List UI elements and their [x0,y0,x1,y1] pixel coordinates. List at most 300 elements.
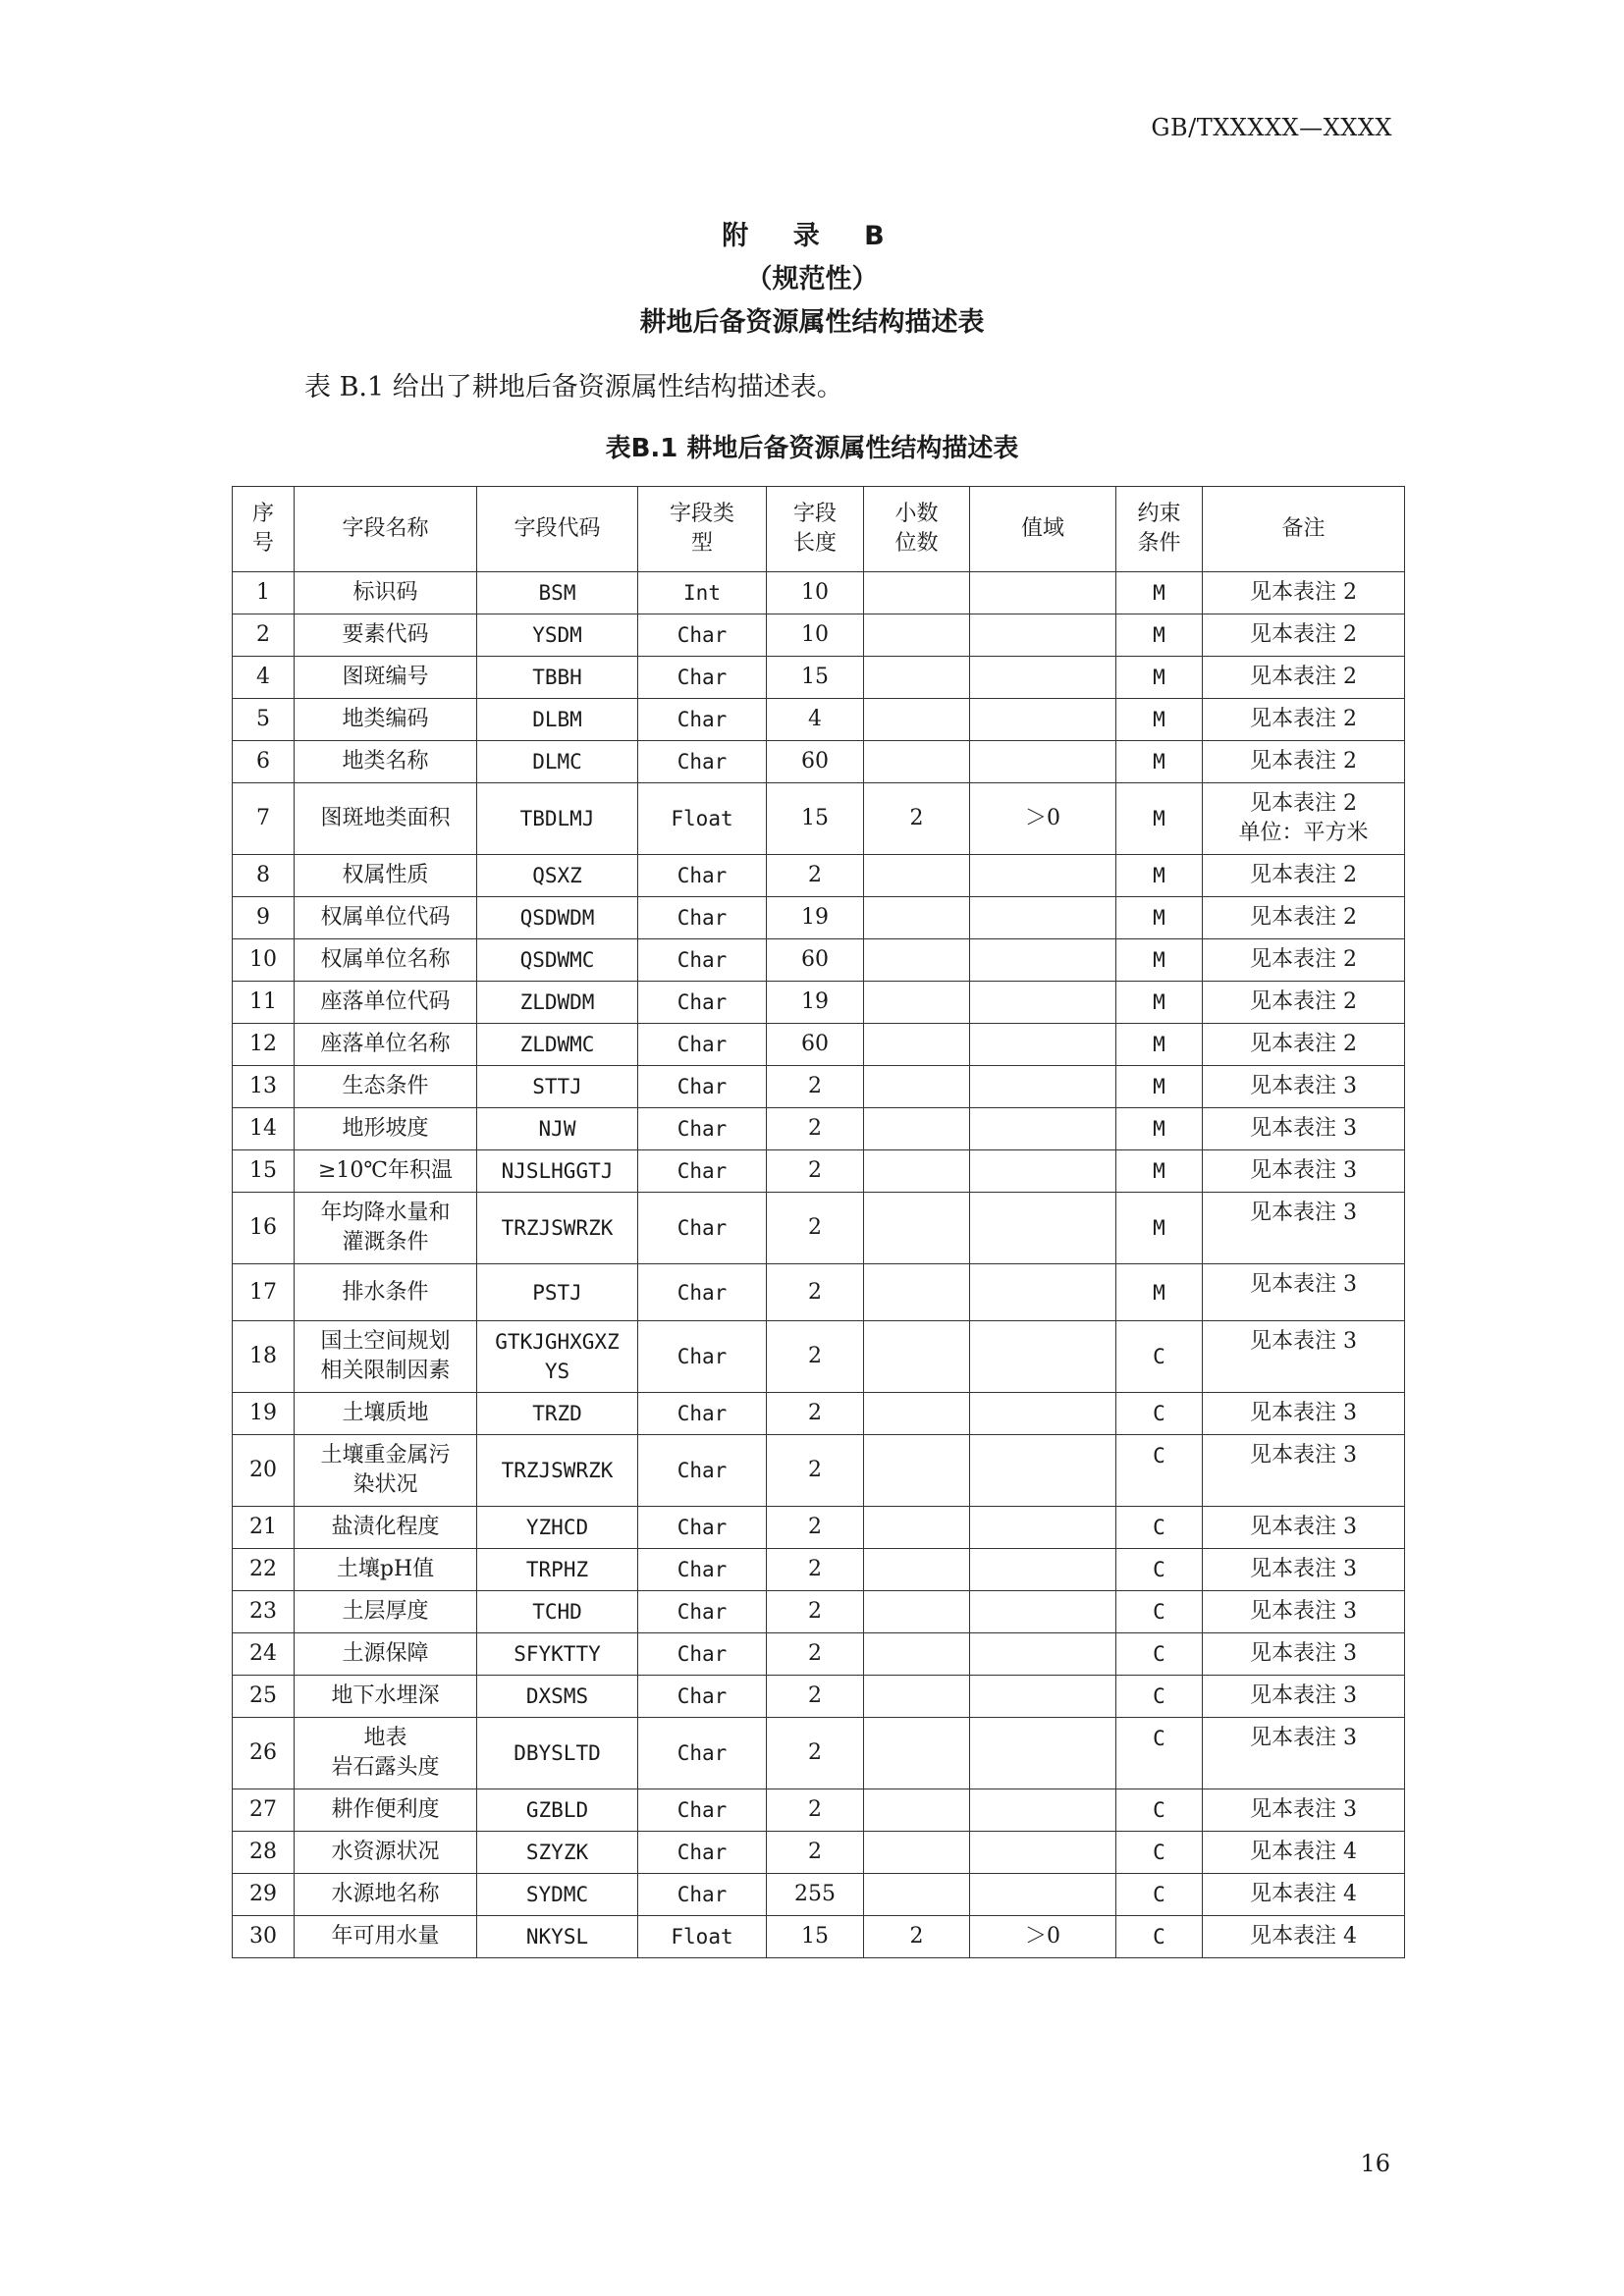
cell-seq: 18 [233,1321,295,1393]
cell-field-length: 2 [767,1150,864,1193]
cell-field-code: DBYSLTD [477,1718,638,1789]
cell-field-code: SFYKTTY [477,1633,638,1676]
cell-seq: 5 [233,699,295,741]
cell-constraint: C [1116,1718,1203,1789]
cell-field-type: Char [638,741,767,783]
table-row [233,1676,1405,1718]
cell-remark: 见本表注 2 [1203,897,1405,939]
cell-remark: 见本表注 3 [1203,1507,1405,1549]
cell-field-name: 年可用水量 [295,1916,477,1958]
header-field-name: 字段名称 [295,487,477,572]
table-row [233,1321,1405,1393]
cell-constraint: M [1116,939,1203,982]
cell-field-length: 255 [767,1874,864,1916]
cell-field-type: Float [638,1916,767,1958]
cell-value-domain [970,657,1116,699]
appendix-title: 附 录 B [722,221,902,251]
cell-field-length: 2 [767,1108,864,1150]
cell-field-code: NJSLHGGTJ [477,1150,638,1193]
cell-seq: 21 [233,1507,295,1549]
cell-decimal-places [864,982,970,1024]
cell-constraint: M [1116,741,1203,783]
cell-field-type: Char [638,1264,767,1321]
cell-field-type: Char [638,614,767,657]
cell-field-type: Char [638,1024,767,1066]
cell-field-name: 权属单位名称 [295,939,477,982]
cell-field-name: 土源保障 [295,1633,477,1676]
cell-constraint: M [1116,1264,1203,1321]
cell-remark: 见本表注 3 [1203,1591,1405,1633]
cell-field-length: 2 [767,1264,864,1321]
cell-field-length: 2 [767,1193,864,1264]
cell-constraint: M [1116,855,1203,897]
table-row [233,1916,1405,1958]
cell-seq: 17 [233,1264,295,1321]
cell-constraint: M [1116,1024,1203,1066]
cell-decimal-places [864,699,970,741]
cell-decimal-places [864,657,970,699]
table-row [233,939,1405,982]
header-seq: 序 号 [233,487,295,572]
table-row [233,855,1405,897]
header-remark: 备注 [1203,487,1405,572]
cell-seq: 24 [233,1633,295,1676]
table-row [233,783,1405,855]
header-field-length: 字段 长度 [767,487,864,572]
cell-constraint: M [1116,1066,1203,1108]
cell-decimal-places [864,939,970,982]
cell-field-name: 国土空间规划 相关限制因素 [295,1321,477,1393]
table-row [233,1789,1405,1832]
cell-decimal-places [864,1066,970,1108]
cell-value-domain: ＞0 [970,1916,1116,1958]
cell-value-domain [970,1832,1116,1874]
cell-seq: 19 [233,1393,295,1435]
cell-field-name: 土壤重金属污 染状况 [295,1435,477,1507]
cell-value-domain [970,572,1116,614]
cell-value-domain [970,1193,1116,1264]
cell-field-code: BSM [477,572,638,614]
cell-seq: 28 [233,1832,295,1874]
cell-value-domain [970,1507,1116,1549]
cell-decimal-places [864,1024,970,1066]
cell-field-code: TBDLMJ [477,783,638,855]
cell-constraint: M [1116,614,1203,657]
cell-value-domain [970,1633,1116,1676]
cell-field-code: GZBLD [477,1789,638,1832]
cell-field-length: 2 [767,1393,864,1435]
cell-field-length: 2 [767,1321,864,1393]
cell-remark: 见本表注 2 单位：平方米 [1203,783,1405,855]
table-row [233,1264,1405,1321]
cell-field-name: 排水条件 [295,1264,477,1321]
cell-value-domain [970,1264,1116,1321]
cell-field-code: NKYSL [477,1916,638,1958]
cell-field-type: Char [638,1193,767,1264]
cell-field-type: Char [638,1676,767,1718]
cell-field-length: 10 [767,572,864,614]
cell-field-type: Char [638,1633,767,1676]
cell-remark: 见本表注 2 [1203,614,1405,657]
cell-seq: 12 [233,1024,295,1066]
cell-seq: 26 [233,1718,295,1789]
cell-value-domain [970,741,1116,783]
cell-value-domain [970,982,1116,1024]
cell-field-code: STTJ [477,1066,638,1108]
cell-decimal-places [864,1507,970,1549]
table-row [233,1393,1405,1435]
cell-decimal-places [864,1108,970,1150]
cell-constraint: M [1116,897,1203,939]
cell-constraint: C [1116,1435,1203,1507]
cell-field-type: Char [638,1108,767,1150]
cell-field-type: Char [638,1066,767,1108]
cell-remark: 见本表注 3 [1203,1150,1405,1193]
cell-decimal-places [864,1718,970,1789]
cell-decimal-places [864,741,970,783]
cell-field-name: 水资源状况 [295,1832,477,1874]
cell-constraint: M [1116,572,1203,614]
cell-field-name: 土壤pH值 [295,1549,477,1591]
cell-constraint: C [1116,1874,1203,1916]
cell-field-code: QSDWMC [477,939,638,982]
cell-field-code: DXSMS [477,1676,638,1718]
cell-remark: 见本表注 3 [1203,1676,1405,1718]
cell-decimal-places [864,1435,970,1507]
cell-constraint: M [1116,982,1203,1024]
cell-decimal-places [864,1393,970,1435]
cell-remark: 见本表注 3 [1203,1718,1405,1789]
cell-field-name: 标识码 [295,572,477,614]
cell-field-code: ZLDWMC [477,1024,638,1066]
cell-field-length: 2 [767,1832,864,1874]
cell-field-code: PSTJ [477,1264,638,1321]
cell-field-code: YSDM [477,614,638,657]
header-field-code: 字段代码 [477,487,638,572]
table-caption: 表B.1 耕地后备资源属性结构描述表 [605,434,1019,463]
cell-remark: 见本表注 3 [1203,1108,1405,1150]
table-row [233,1150,1405,1193]
cell-constraint: C [1116,1916,1203,1958]
table-row [233,1874,1405,1916]
cell-remark: 见本表注 4 [1203,1832,1405,1874]
cell-seq: 25 [233,1676,295,1718]
cell-decimal-places [864,897,970,939]
table-header-row [233,487,1405,572]
cell-seq: 4 [233,657,295,699]
cell-value-domain [970,1591,1116,1633]
cell-remark: 见本表注 3 [1203,1633,1405,1676]
header-decimal-places: 小数 位数 [864,487,970,572]
cell-field-type: Float [638,783,767,855]
cell-field-type: Char [638,1150,767,1193]
cell-seq: 6 [233,741,295,783]
table-row [233,1024,1405,1066]
cell-field-code: NJW [477,1108,638,1150]
cell-constraint: C [1116,1393,1203,1435]
cell-field-name: 耕作便利度 [295,1789,477,1832]
cell-value-domain [970,1874,1116,1916]
cell-field-type: Char [638,1874,767,1916]
cell-constraint: C [1116,1321,1203,1393]
cell-field-type: Char [638,1718,767,1789]
cell-field-code: SZYZK [477,1832,638,1874]
table-row [233,1435,1405,1507]
cell-remark: 见本表注 3 [1203,1435,1405,1507]
cell-value-domain [970,1435,1116,1507]
cell-value-domain [970,1718,1116,1789]
cell-value-domain [970,1024,1116,1066]
cell-field-name: 地表 岩石露头度 [295,1718,477,1789]
cell-field-code: TRPHZ [477,1549,638,1591]
cell-field-length: 15 [767,657,864,699]
cell-field-name: 图斑地类面积 [295,783,477,855]
cell-field-code: DLBM [477,699,638,741]
cell-field-type: Char [638,1549,767,1591]
cell-value-domain [970,1321,1116,1393]
cell-remark: 见本表注 2 [1203,699,1405,741]
cell-decimal-places [864,1874,970,1916]
cell-remark: 见本表注 4 [1203,1916,1405,1958]
cell-field-length: 2 [767,1789,864,1832]
appendix-nature: （规范性） [745,264,879,294]
cell-decimal-places [864,1549,970,1591]
cell-value-domain [970,939,1116,982]
cell-seq: 2 [233,614,295,657]
cell-value-domain [970,614,1116,657]
cell-field-length: 2 [767,1507,864,1549]
cell-field-length: 60 [767,939,864,982]
cell-field-name: 年均降水量和 灌溉条件 [295,1193,477,1264]
cell-field-name: 土壤质地 [295,1393,477,1435]
cell-constraint: M [1116,1193,1203,1264]
cell-decimal-places [864,1150,970,1193]
cell-seq: 13 [233,1066,295,1108]
table-row [233,614,1405,657]
cell-seq: 27 [233,1789,295,1832]
cell-field-name: 要素代码 [295,614,477,657]
cell-field-length: 2 [767,1435,864,1507]
cell-remark: 见本表注 2 [1203,572,1405,614]
cell-value-domain [970,897,1116,939]
cell-field-type: Char [638,855,767,897]
cell-field-name: 地类编码 [295,699,477,741]
cell-field-length: 4 [767,699,864,741]
cell-decimal-places [864,1789,970,1832]
cell-remark: 见本表注 2 [1203,657,1405,699]
cell-field-name: 座落单位名称 [295,1024,477,1066]
cell-field-length: 2 [767,855,864,897]
cell-field-code: TRZJSWRZK [477,1193,638,1264]
cell-seq: 20 [233,1435,295,1507]
cell-field-name: 权属性质 [295,855,477,897]
cell-remark: 见本表注 3 [1203,1066,1405,1108]
header-constraint: 约束 条件 [1116,487,1203,572]
table-row [233,1633,1405,1676]
cell-value-domain [970,855,1116,897]
cell-value-domain [970,1108,1116,1150]
cell-decimal-places [864,572,970,614]
table-row [233,1108,1405,1150]
cell-field-code: GTKJGHXGXZ YS [477,1321,638,1393]
table-row [233,741,1405,783]
cell-field-type: Char [638,982,767,1024]
cell-seq: 8 [233,855,295,897]
cell-seq: 29 [233,1874,295,1916]
cell-value-domain: ＞0 [970,783,1116,855]
cell-field-length: 60 [767,741,864,783]
cell-remark: 见本表注 3 [1203,1193,1405,1264]
cell-constraint: C [1116,1591,1203,1633]
cell-value-domain [970,1676,1116,1718]
table-row [233,897,1405,939]
cell-field-length: 2 [767,1591,864,1633]
cell-field-name: 座落单位代码 [295,982,477,1024]
cell-seq: 16 [233,1193,295,1264]
cell-constraint: M [1116,699,1203,741]
cell-remark: 见本表注 3 [1203,1789,1405,1832]
cell-decimal-places [864,614,970,657]
cell-field-type: Char [638,1393,767,1435]
cell-field-length: 2 [767,1718,864,1789]
cell-seq: 9 [233,897,295,939]
cell-decimal-places [864,1193,970,1264]
cell-remark: 见本表注 2 [1203,741,1405,783]
cell-value-domain [970,1066,1116,1108]
cell-seq: 7 [233,783,295,855]
cell-seq: 1 [233,572,295,614]
table-row [233,1507,1405,1549]
cell-remark: 见本表注 3 [1203,1321,1405,1393]
cell-field-type: Char [638,939,767,982]
cell-remark: 见本表注 2 [1203,1024,1405,1066]
cell-field-type: Char [638,1789,767,1832]
table-row [233,572,1405,614]
cell-field-code: QSDWDM [477,897,638,939]
cell-constraint: C [1116,1549,1203,1591]
cell-field-type: Char [638,1435,767,1507]
cell-field-type: Int [638,572,767,614]
cell-decimal-places [864,1676,970,1718]
table-row [233,1718,1405,1789]
table-row [233,1193,1405,1264]
cell-field-type: Char [638,897,767,939]
cell-value-domain [970,1549,1116,1591]
cell-decimal-places: 2 [864,1916,970,1958]
cell-value-domain [970,699,1116,741]
table-row [233,1832,1405,1874]
cell-constraint: C [1116,1832,1203,1874]
table-row [233,657,1405,699]
cell-field-name: 盐渍化程度 [295,1507,477,1549]
cell-field-length: 2 [767,1676,864,1718]
cell-seq: 30 [233,1916,295,1958]
cell-decimal-places [864,1321,970,1393]
cell-field-code: YZHCD [477,1507,638,1549]
cell-field-type: Char [638,699,767,741]
cell-field-type: Char [638,1832,767,1874]
cell-remark: 见本表注 4 [1203,1874,1405,1916]
table-row [233,982,1405,1024]
cell-field-code: ZLDWDM [477,982,638,1024]
cell-value-domain [970,1150,1116,1193]
cell-remark: 见本表注 2 [1203,855,1405,897]
cell-decimal-places [864,1832,970,1874]
cell-remark: 见本表注 3 [1203,1264,1405,1321]
cell-seq: 23 [233,1591,295,1633]
cell-field-type: Char [638,1591,767,1633]
cell-constraint: C [1116,1507,1203,1549]
cell-remark: 见本表注 3 [1203,1549,1405,1591]
cell-field-length: 10 [767,614,864,657]
cell-seq: 15 [233,1150,295,1193]
table-row [233,1066,1405,1108]
header-value-domain: 值域 [970,487,1116,572]
cell-constraint: C [1116,1676,1203,1718]
cell-field-length: 19 [767,897,864,939]
cell-field-length: 2 [767,1549,864,1591]
cell-field-code: QSXZ [477,855,638,897]
cell-constraint: C [1116,1633,1203,1676]
cell-field-type: Char [638,1507,767,1549]
cell-remark: 见本表注 2 [1203,939,1405,982]
appendix-name: 耕地后备资源属性结构描述表 [639,307,985,338]
cell-field-name: ≥10℃年积温 [295,1150,477,1193]
cell-field-length: 15 [767,783,864,855]
cell-field-length: 15 [767,1916,864,1958]
cell-field-length: 2 [767,1066,864,1108]
cell-constraint: C [1116,1789,1203,1832]
cell-decimal-places [864,855,970,897]
cell-field-length: 19 [767,982,864,1024]
cell-remark: 见本表注 2 [1203,982,1405,1024]
cell-field-name: 地形坡度 [295,1108,477,1150]
cell-field-code: TRZD [477,1393,638,1435]
cell-constraint: M [1116,1108,1203,1150]
cell-decimal-places: 2 [864,783,970,855]
cell-constraint: M [1116,783,1203,855]
cell-constraint: M [1116,657,1203,699]
cell-field-name: 图斑编号 [295,657,477,699]
cell-field-type: Char [638,1321,767,1393]
cell-seq: 14 [233,1108,295,1150]
cell-field-code: TCHD [477,1591,638,1633]
table-row [233,699,1405,741]
cell-field-code: TRZJSWRZK [477,1435,638,1507]
document-code: GB/TXXXXX—XXXX [1151,114,1392,141]
cell-decimal-places [864,1264,970,1321]
cell-remark: 见本表注 3 [1203,1393,1405,1435]
cell-field-code: TBBH [477,657,638,699]
cell-seq: 11 [233,982,295,1024]
cell-field-name: 土层厚度 [295,1591,477,1633]
cell-field-type: Char [638,657,767,699]
cell-value-domain [970,1789,1116,1832]
cell-field-name: 地下水埋深 [295,1676,477,1718]
cell-field-name: 水源地名称 [295,1874,477,1916]
cell-field-name: 权属单位代码 [295,897,477,939]
intro-paragraph: 表 B.1 给出了耕地后备资源属性结构描述表。 [304,372,843,402]
table-row [233,1549,1405,1591]
cell-field-name: 地类名称 [295,741,477,783]
cell-constraint: M [1116,1150,1203,1193]
page-number: 16 [1360,2150,1390,2177]
cell-seq: 22 [233,1549,295,1591]
cell-decimal-places [864,1591,970,1633]
cell-field-code: DLMC [477,741,638,783]
header-field-type: 字段类 型 [638,487,767,572]
attribute-structure-table [232,486,1405,1958]
